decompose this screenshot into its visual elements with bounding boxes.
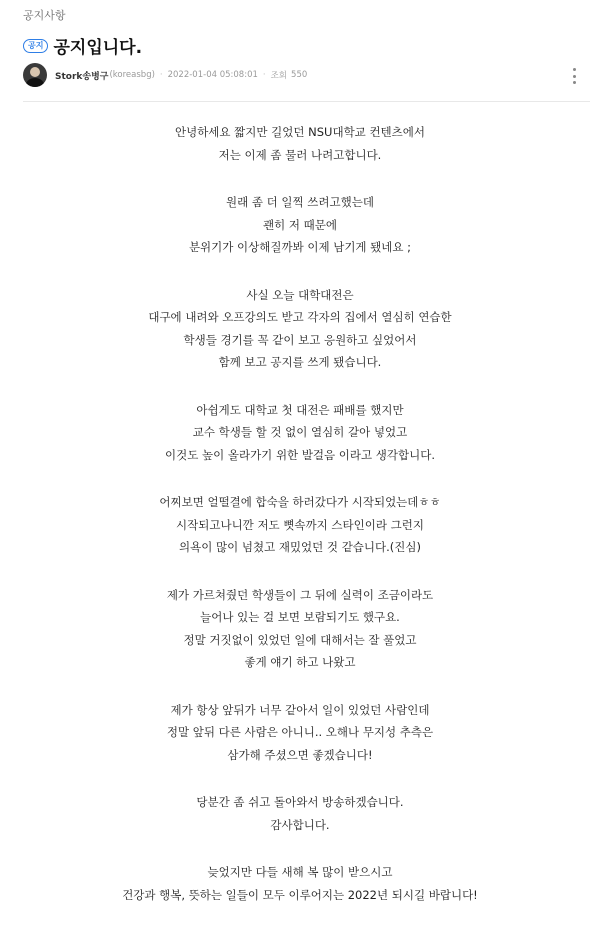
content-line: 이것도 높이 올라가기 위한 발걸음 이라고 생각합니다. bbox=[165, 447, 435, 462]
content-line: 감사합니다. bbox=[270, 817, 330, 832]
content-paragraph bbox=[0, 791, 600, 836]
notice-badge: 공지 bbox=[23, 39, 48, 53]
content-paragraph bbox=[0, 491, 600, 559]
post-date: 2022-01-04 05:08:01 bbox=[167, 70, 258, 80]
content-line: 시작되고나니깐 저도 뼛속까지 스타인이라 그런지 bbox=[176, 517, 424, 532]
content-line: 아쉽게도 대학교 첫 대전은 패배를 했지만 bbox=[196, 402, 404, 417]
author-name[interactable]: Stork송병구 bbox=[55, 71, 109, 82]
content-line: 학생들 경기를 꼭 같이 보고 응원하고 싶었어서 bbox=[183, 332, 417, 347]
separator-dot: · bbox=[262, 70, 266, 80]
content-line: 제가 가르쳐줬던 학생들이 그 뒤에 실력이 조금이라도 bbox=[166, 587, 434, 602]
divider bbox=[23, 101, 590, 102]
separator-dot: · bbox=[159, 70, 163, 80]
content-line: 원래 좀 더 일찍 쓰려고했는데 bbox=[226, 195, 374, 209]
content-paragraph bbox=[0, 191, 600, 259]
author-row bbox=[23, 63, 590, 87]
content-line: 어찌보면 얼떨결에 합숙을 하러갔다가 시작되었는데ㅎㅎ bbox=[159, 495, 441, 509]
content-line: 저는 이제 좀 물러 나려고합니다. bbox=[218, 147, 382, 162]
content-line: 제가 항상 앞뒤가 너무 같아서 일이 있었던 사람인데 bbox=[170, 702, 430, 717]
author-id: (koreasbg) bbox=[109, 70, 155, 80]
content-line: 건강과 행복, 뜻하는 일들이 모두 이루어지는 2022년 되시길 바랍니다! bbox=[122, 887, 478, 902]
content-line: 교수 학생들 할 것 없이 열심히 갈아 넣었고 bbox=[192, 425, 408, 439]
content-paragraph bbox=[0, 399, 600, 467]
views-count: 550 bbox=[291, 70, 308, 80]
content-paragraph bbox=[0, 284, 600, 374]
post-title-row bbox=[23, 33, 142, 58]
content-paragraph bbox=[0, 584, 600, 674]
content-line: 분위기가 이상해질까봐 이제 남기게 됐네요 ; bbox=[188, 240, 412, 254]
more-options-icon[interactable] bbox=[573, 68, 577, 84]
content-paragraph bbox=[0, 861, 600, 906]
content-line: 삼가해 주셨으면 좋겠습니다! bbox=[227, 747, 373, 762]
post-title: 공지입니다. bbox=[53, 38, 143, 58]
content-line: 늘어나 있는 걸 보면 보람되기도 했구요. bbox=[200, 610, 400, 624]
content-paragraph bbox=[0, 121, 600, 166]
avatar[interactable] bbox=[23, 63, 47, 87]
content-line: 함께 보고 공지를 쓰게 됐습니다. bbox=[218, 355, 382, 369]
content-paragraph bbox=[0, 699, 600, 767]
content-line: 안녕하세요 짧지만 길었던 NSU대학교 컨텐츠에서 bbox=[174, 125, 425, 139]
views-label: 조회 bbox=[270, 71, 288, 81]
content-line: 의욕이 많이 넘쳤고 재밌었던 것 같습니다.(진심) bbox=[179, 540, 421, 554]
content-line: 늦었지만 다들 새해 복 많이 받으시고 bbox=[207, 865, 393, 879]
content-line: 사실 오늘 대학대전은 bbox=[246, 287, 354, 302]
content-line: 좋게 얘기 하고 나왔고 bbox=[244, 655, 356, 669]
content-line: 괜히 저 때문에 bbox=[263, 217, 337, 232]
content-line: 당분간 좀 쉬고 돌아와서 방송하겠습니다. bbox=[196, 795, 404, 809]
content-line: 정말 앞뒤 다른 사람은 아니니.. 오해나 무지성 추측은 bbox=[166, 725, 434, 739]
breadcrumb[interactable]: 공지사항 bbox=[23, 9, 66, 22]
content-line: 대구에 내려와 오프강의도 받고 각자의 집에서 열심히 연습한 bbox=[148, 310, 452, 324]
post-content bbox=[0, 121, 600, 931]
post-meta bbox=[55, 69, 307, 82]
content-line: 정말 거짓없이 있었던 일에 대해서는 잘 풀었고 bbox=[183, 632, 417, 647]
